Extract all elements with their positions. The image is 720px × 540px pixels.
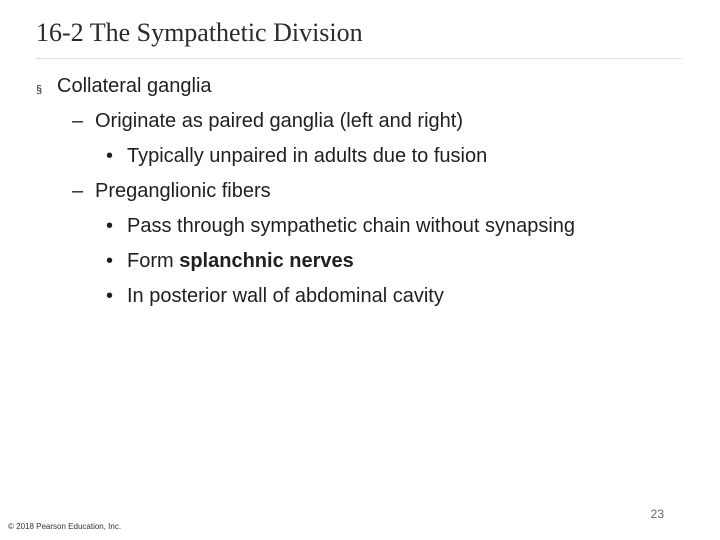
dash-bullet-marker: – xyxy=(72,180,84,202)
dot-bullet-marker: • xyxy=(106,215,114,237)
bullet-text-plain: Form xyxy=(127,250,180,272)
page-number: 23 xyxy=(650,507,664,521)
dot-bullet-marker: • xyxy=(106,145,114,167)
bullet-text-bold: splanchnic nerves xyxy=(179,250,354,272)
bullet-text: Collateral ganglia xyxy=(57,75,212,97)
bullet-text: Typically unpaired in adults due to fusion xyxy=(127,145,488,167)
dot-bullet-marker: • xyxy=(106,285,114,307)
section-bullet-marker: § xyxy=(36,84,43,96)
dot-bullet-marker: • xyxy=(106,250,114,272)
copyright-notice: © 2018 Pearson Education, Inc. xyxy=(8,522,122,531)
title-divider xyxy=(36,58,682,59)
dash-bullet-marker: – xyxy=(72,110,84,132)
bullet-text xyxy=(127,249,354,273)
bullet-text: Preganglionic fibers xyxy=(95,180,271,202)
bullet-text: In posterior wall of abdominal cavity xyxy=(127,285,444,307)
slide-title: 16-2 The Sympathetic Division xyxy=(36,18,363,47)
bullet-text: Pass through sympathetic chain without synapsing xyxy=(127,215,576,237)
bullet-text: Originate as paired ganglia (left and right) xyxy=(95,110,463,132)
